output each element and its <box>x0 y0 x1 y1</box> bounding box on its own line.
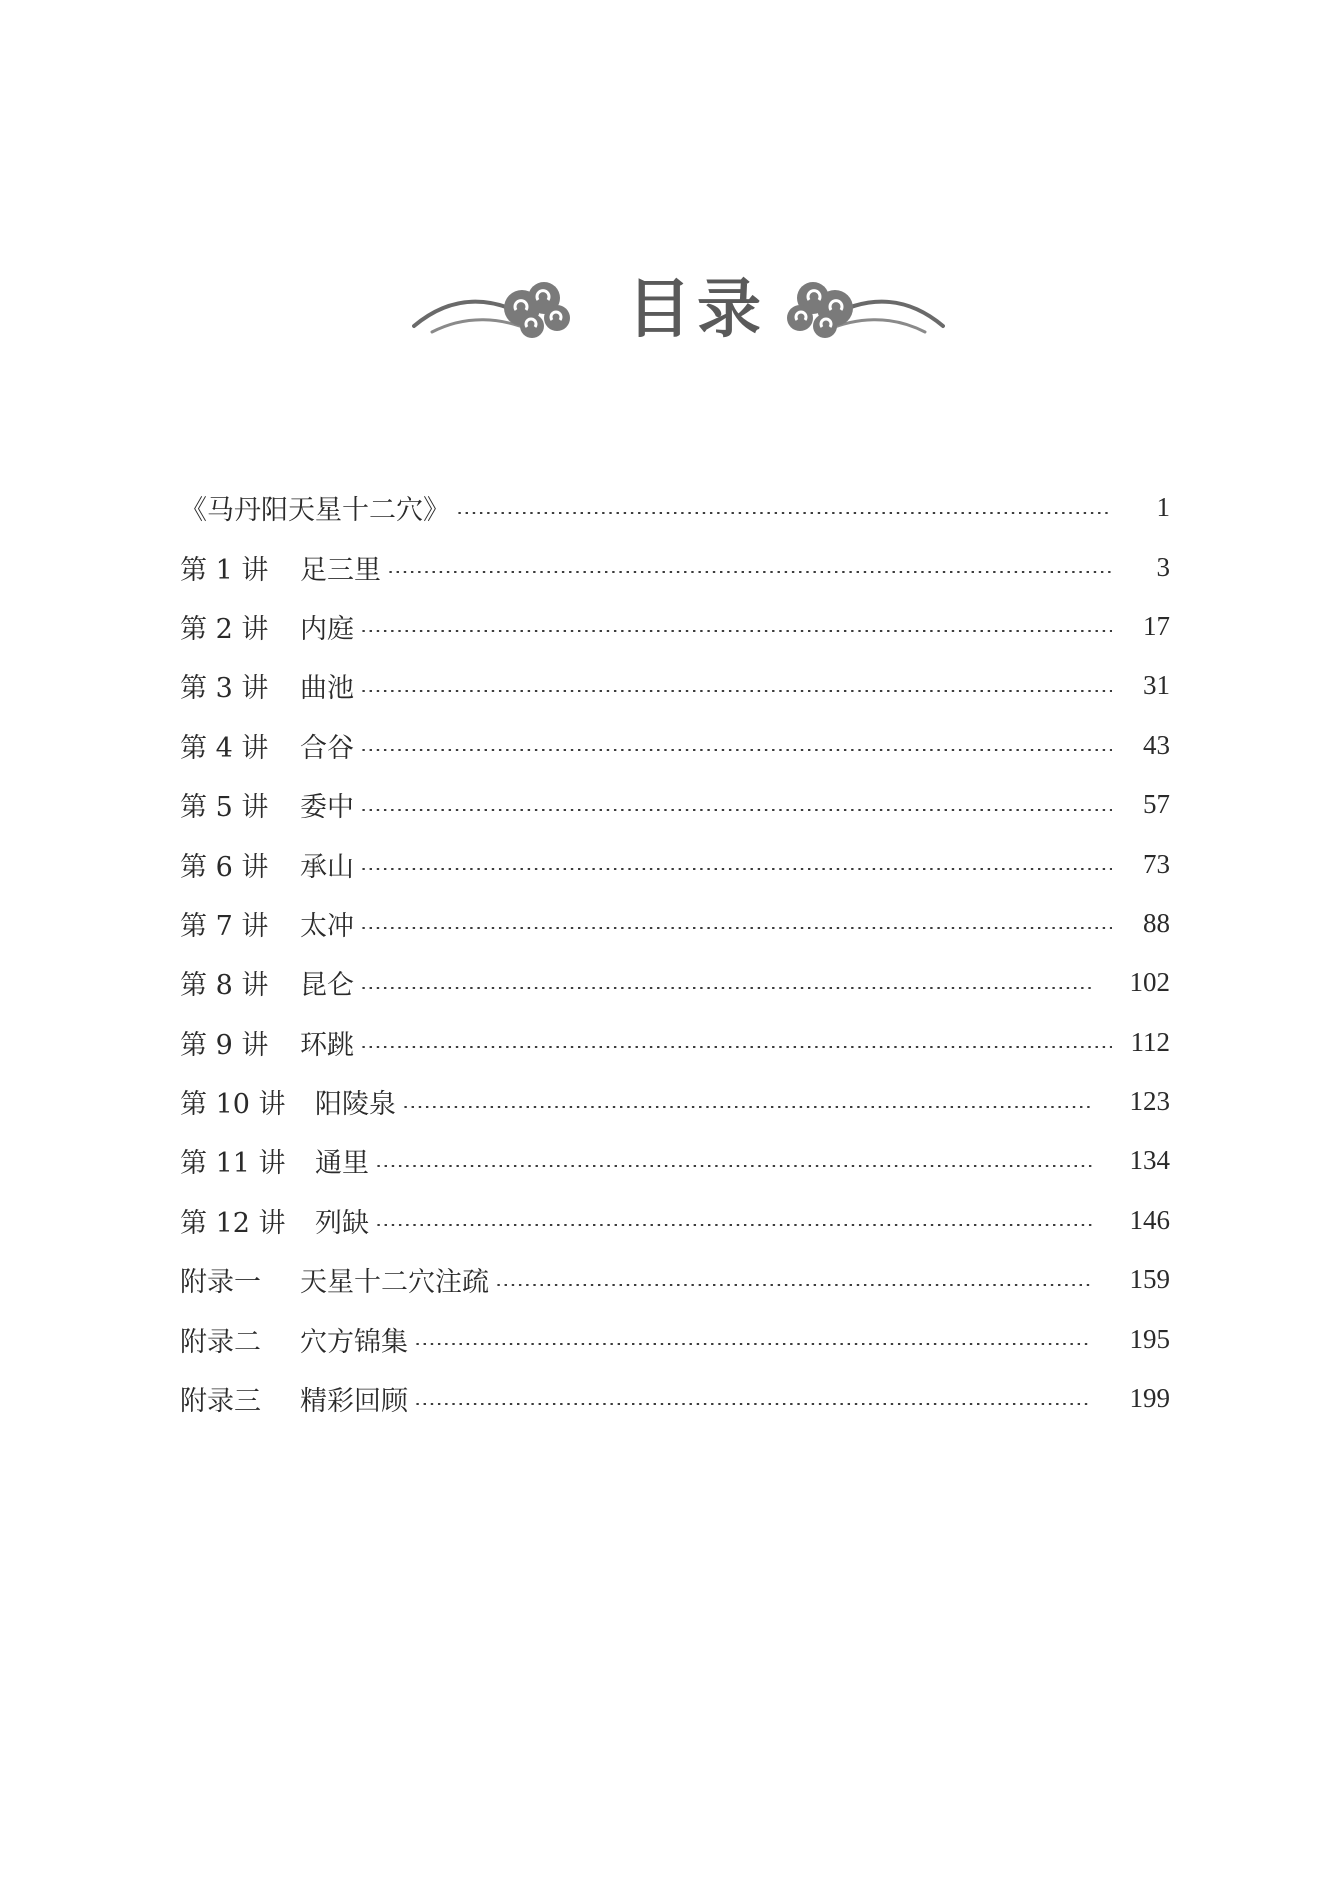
dot-leader <box>360 630 1112 632</box>
toc-entry-number: 第 12 讲 <box>180 1207 286 1239</box>
toc-entry-number: 附录一 <box>180 1267 261 1299</box>
toc-entry-page: 146 <box>1129 1204 1170 1235</box>
toc-entry[interactable] <box>180 1309 1170 1368</box>
toc-entry-title: 足三里 <box>300 554 381 586</box>
toc-entry-title: 昆仑 <box>300 970 354 1002</box>
dot-leader <box>414 1403 1092 1405</box>
toc-entry-number: 第 8 讲 <box>180 970 269 1002</box>
dot-leader <box>360 987 1092 989</box>
toc-entry[interactable] <box>180 894 1170 953</box>
toc-entry-page: 31 <box>1143 670 1170 701</box>
toc-entry-number: 第 2 讲 <box>180 613 269 645</box>
toc-entry-number: 附录二 <box>180 1326 261 1358</box>
dot-leader <box>387 571 1112 573</box>
dot-leader <box>360 690 1112 692</box>
toc-entry-page: 88 <box>1143 907 1170 938</box>
toc-entry-number: 第 5 讲 <box>180 792 269 824</box>
dot-leader <box>360 927 1112 929</box>
toc-entry-title: 太冲 <box>300 910 354 942</box>
toc-entry-page: 159 <box>1129 1264 1170 1295</box>
toc-entry-page: 123 <box>1129 1086 1170 1117</box>
toc-entry-title: 曲池 <box>300 673 354 705</box>
toc-entry-number: 第 10 讲 <box>180 1089 286 1121</box>
toc-entry[interactable] <box>180 597 1170 656</box>
dot-leader <box>495 1284 1092 1286</box>
toc-entry[interactable] <box>180 1013 1170 1072</box>
toc-entry[interactable] <box>180 1250 1170 1309</box>
toc-entry[interactable] <box>180 1191 1170 1250</box>
dot-leader <box>375 1165 1092 1167</box>
toc-entry-page: 43 <box>1143 729 1170 760</box>
toc-entry[interactable] <box>180 1131 1170 1190</box>
table-of-contents <box>180 478 1170 1428</box>
toc-entry-number: 附录三 <box>180 1386 261 1418</box>
dot-leader <box>375 1224 1092 1226</box>
toc-entry[interactable] <box>180 834 1170 893</box>
toc-entry-page: 102 <box>1129 967 1170 998</box>
toc-entry-number: 第 4 讲 <box>180 732 269 764</box>
toc-entry[interactable] <box>180 953 1170 1012</box>
page-title: 目录 <box>627 273 767 347</box>
toc-entry-number: 第 7 讲 <box>180 910 269 942</box>
toc-entry-number: 第 6 讲 <box>180 851 269 883</box>
toc-entry[interactable] <box>180 775 1170 834</box>
toc-entry-title: 通里 <box>315 1148 369 1180</box>
cloud-scroll-ornament-icon <box>785 274 945 344</box>
toc-entry-page: 199 <box>1129 1383 1170 1414</box>
toc-heading <box>0 268 1339 358</box>
toc-entry-page: 112 <box>1130 1026 1170 1057</box>
dot-leader <box>360 1046 1112 1048</box>
dot-leader <box>414 1343 1092 1345</box>
toc-entry-page: 73 <box>1143 848 1170 879</box>
toc-entry[interactable] <box>180 1072 1170 1131</box>
dot-leader <box>402 1106 1092 1108</box>
toc-entry-number: 第 9 讲 <box>180 1029 269 1061</box>
toc-entry[interactable] <box>180 478 1170 537</box>
toc-entry-number: 第 1 讲 <box>180 554 269 586</box>
toc-entry-number: 第 3 讲 <box>180 673 269 705</box>
toc-entry[interactable] <box>180 1369 1170 1428</box>
toc-entry[interactable] <box>180 656 1170 715</box>
toc-entry-title: 承山 <box>300 851 354 883</box>
dot-leader <box>456 512 1112 514</box>
toc-entry-title: 委中 <box>300 792 354 824</box>
toc-entry[interactable] <box>180 537 1170 596</box>
dot-leader <box>360 749 1112 751</box>
toc-entry-page: 134 <box>1129 1145 1170 1176</box>
toc-entry-title: 列缺 <box>315 1207 369 1239</box>
toc-entry-title: 环跳 <box>300 1029 354 1061</box>
toc-entry-title: 穴方锦集 <box>300 1326 408 1358</box>
toc-entry[interactable] <box>180 716 1170 775</box>
toc-entry-page: 57 <box>1143 789 1170 820</box>
dot-leader <box>360 868 1112 870</box>
toc-entry-number: 第 11 讲 <box>180 1148 286 1180</box>
toc-entry-title: 《马丹阳天星十二穴》 <box>180 495 450 527</box>
toc-entry-page: 1 <box>1156 492 1170 523</box>
toc-entry-page: 3 <box>1156 551 1170 582</box>
toc-entry-title: 阳陵泉 <box>315 1089 396 1121</box>
cloud-scroll-ornament-icon <box>412 274 572 344</box>
toc-entry-title: 内庭 <box>300 613 354 645</box>
toc-entry-title: 天星十二穴注疏 <box>300 1267 489 1299</box>
dot-leader <box>360 809 1112 811</box>
toc-entry-title: 合谷 <box>300 732 354 764</box>
toc-entry-page: 17 <box>1143 610 1170 641</box>
toc-entry-title: 精彩回顾 <box>300 1386 408 1418</box>
toc-entry-page: 195 <box>1129 1323 1170 1354</box>
